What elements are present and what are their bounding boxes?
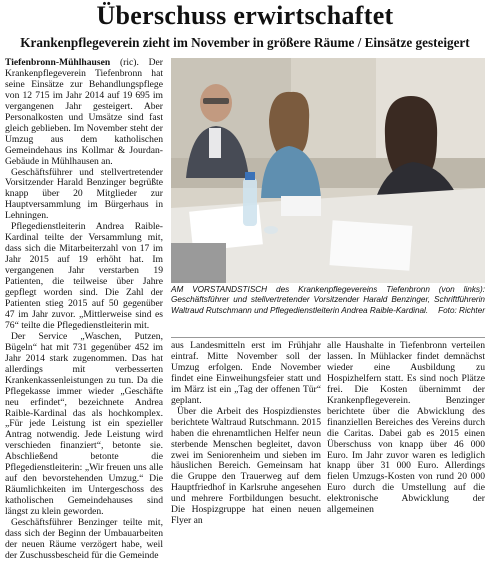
article-column-2 (171, 340, 321, 527)
caption-lead: AM VORSTANDSTISCH (171, 285, 268, 294)
subheadline: Krankenpflegeverein zieht im November in größere Räume / Einsätze gesteigert (20, 35, 470, 50)
paragraph: alle Haushalte in Tiefenbronn verteilen lassen. In Mühlacker findet demnächst wieder eine Ausbildung zu Hospizhelfern statt. Es sind noch Plätze frei. Die Kosten übernimmt der Krankenpflegeverein. Benzinger berichtete über die Abwicklung des finanziellen Bereiches des Vereins durch die Caritas. Dabei gab es 2015 einen Überschuss von knapp über 46 000 Euro. Im Jahr zuvor waren es lediglich knapp über 31 000 Euro. Allerdings fielen Umzugs-Kosten von rund 20 000 Euro durch die Umstellung auf die elektronische Abwicklung der allgemeinen (327, 340, 485, 516)
paragraph: aus Landesmitteln erst im Frühjahr eintraf. Mitte November soll der Umzug erfolgen. Ende November findet eine Einweihungsfeier statt und im März ist ein „Tag der offenen Tür“ geplant. (171, 340, 321, 406)
article-column-3 (327, 340, 485, 516)
paragraph: Über die Arbeit des Hospizdienstes berichtete Waltraud Rutschmann. 2015 haben die ehrenamtlichen Helfer neun sterbende Menschen begleitet, davon zwei im Seniorenheim und sieben im häuslichen Bereich. Gemeinsam hat die Gruppe den Trauerweg auf dem Hauptfriedhof in Karlsruhe angesehen und mehrere Fortbildungen besucht. Die Hospizgruppe hat einen neuen Flyer an (171, 405, 321, 527)
paragraph: Geschäftsführer und stellvertretender Vorsitzender Harald Benzinger begrüßte knapp über 20 Mitglieder zur Hauptversammlung im Bürgerhaus in Lehningen. (5, 166, 163, 222)
article-column-1 (5, 57, 163, 561)
paragraph: Geschäftsführer Benzinger teilte mit, dass sich der Beginn der Umbauarbeiten der neuen Räume verzögert habe, weil der Zuschussbescheid für die Gemeinde (5, 517, 163, 561)
caption-text: des Krankenpflegevereins Tiefenbronn (von links): Geschäftsführer und stellvertretender Vorsitzender Harald Benzinger, Schriftführerin Waltraud Rutschmann und Pflegedienstleiterin Andrea Raible-Kardinal. (171, 285, 486, 315)
photo-credit: Foto: Richter (438, 305, 485, 315)
headline: Überschuss erwirtschaftet (96, 1, 394, 30)
dateline: Tiefenbronn-Mühlhausen (5, 57, 111, 68)
photo-caption (171, 285, 485, 338)
board-table-photo (171, 58, 485, 283)
intro-paragraph (5, 58, 163, 168)
paragraph: Der Service „Waschen, Putzen, Bügeln“ hat mit 731 gegenüber 452 im Jahr 2014 stark zugenommen. Das hat allerdings mit verbesserten Krankenkassenleistungen zu tun. Da die Pflegekasse immer wieder „Geschäfte neu erfindet“, bezeichnete Andrea Raible-Kardinal das als hochkomplex. „Für jede Leistung ist ein spezieller Antrag notwendig. Jede Leistung wird verschieden finanziert“, betonte sie. Abschließend betonte die Pflegedienstleiterin: „Wir freuen uns alle auf den bevorstehenden Umzug.“ Die Räumlichkeiten im Untergeschoss des katholischen Gemeindehauses sind längst zu klein geworden. (5, 330, 163, 518)
paragraph: Pflegedienstleiterin Andrea Raible-Kardinal teilte der Versammlung mit, dass sich die Mitarbeiterzahl von 17 im Jahr 2015 auf 19 erhöht hat. Im vergangenen Jahr verstarben 19 Patienten, die teilweise über Jahre gepflegt worden sind. Die Zahl der Patienten stieg 2015 auf 50 gegenüber 47 im Jahr zuvor. „Mittlerweise sind es 76“ teilte die Pflegedienstleiterin mit. (5, 221, 163, 331)
intro-text: (ric). Der Krankenpflegeverein Tiefenbronn hat seine Einsätze zur Behandlungspflege von 12 715 im Jahr 2014 auf 19 695 im vergangenen Jahr gesteigert. Aber Personalkosten und Umsätze sind fast gleich geblieben. Im November steht der Umzug aus dem katholischen Gemeindehaus ins Kollmar & Jourdan-Gebäude in Mühlhausen an. (5, 57, 163, 167)
